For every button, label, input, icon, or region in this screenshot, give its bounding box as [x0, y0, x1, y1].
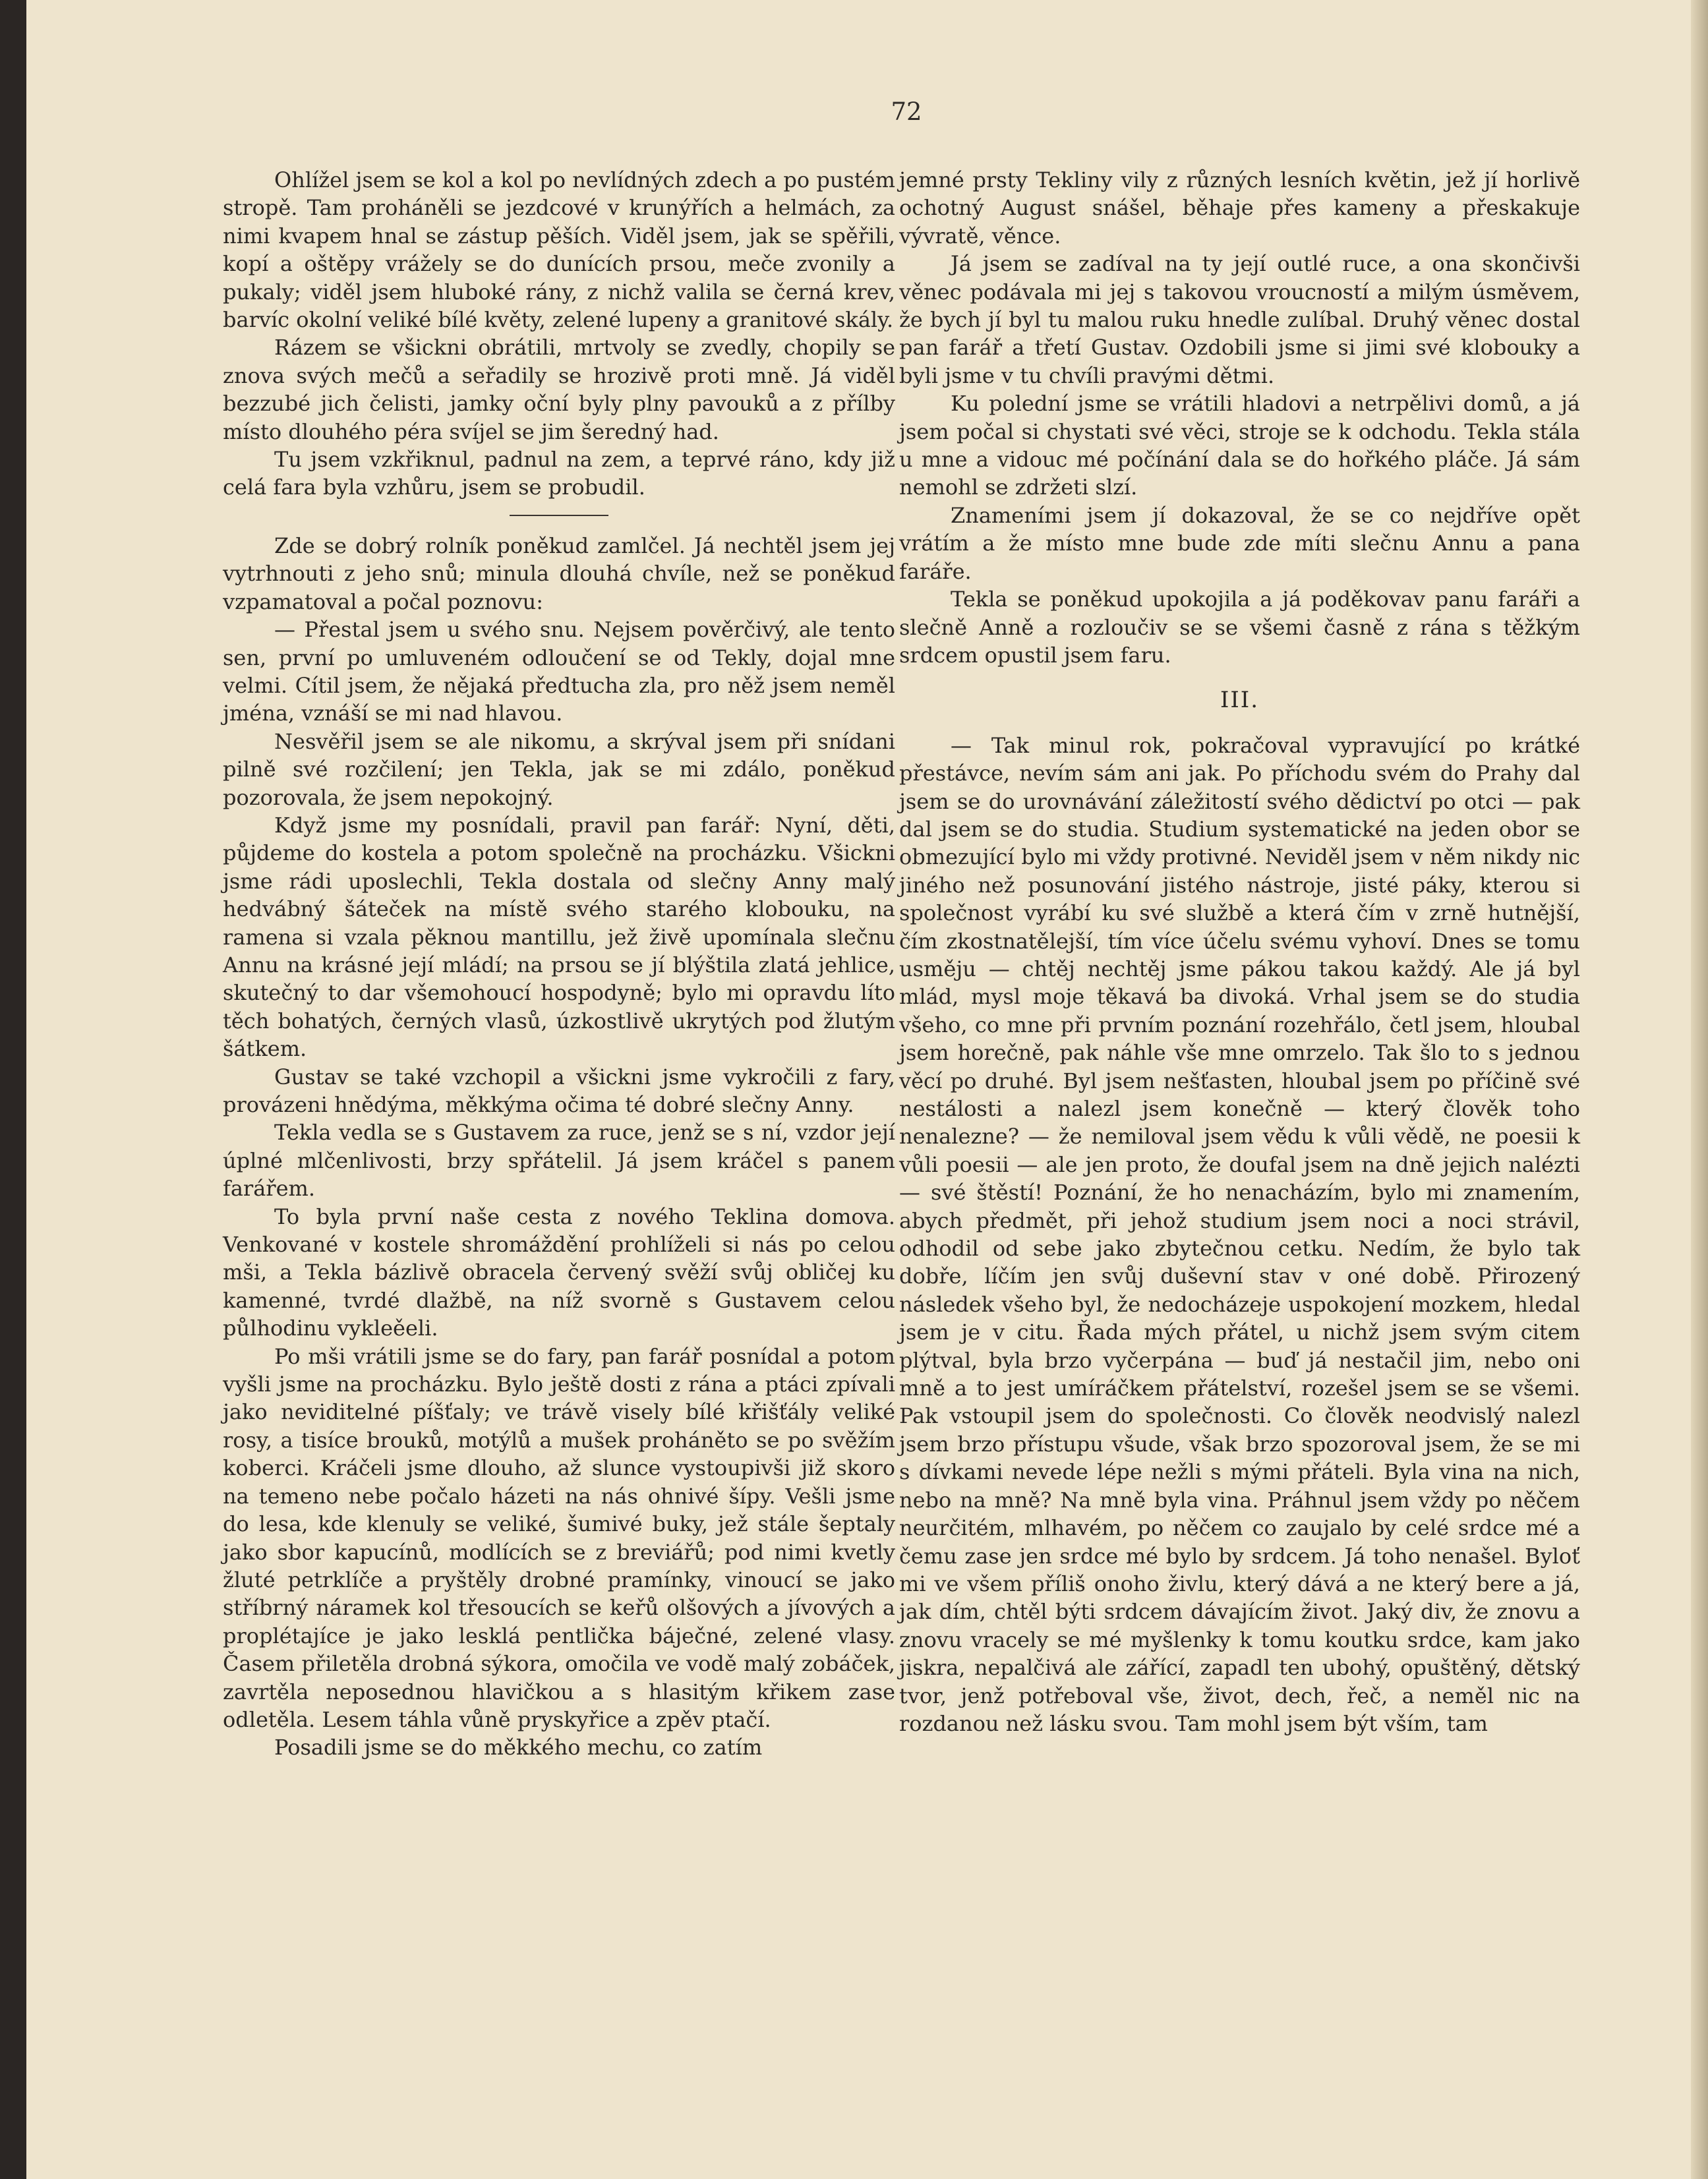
paragraph: Zde se dobrý rolník poněkud zamlčel. Já nechtěl jsem jej vytrhnouti z jeho snů; minula dlouhá chvíle, než se poněkud vzpamatoval a počal poznovu:	[223, 533, 895, 614]
paragraph: Ku polední jsme se vrátili hladovi a netrpělivi domů, a já jsem počal si chystati své věci, stroje se k odchodu. Tekla stála u mne a vidouc mé počínání dala se do hořkého pláče. Já sám nemohl se zdržeti slzí.	[899, 391, 1580, 500]
section-heading: III.	[1220, 687, 1260, 714]
paragraph: Tekla vedla se s Gustavem za ruce, jenž se s ní, vzdor její úplné mlčenlivosti, brzy spřátelil. Já jsem kráčel s panem farářem.	[223, 1120, 895, 1202]
paragraph: Rázem se všickni obrátili, mrtvoly se zvedly, chopily se znova svých mečů a seřadily se hrozivě proti mně. Já viděl bezzubé jich čelisti, jamky oční byly plny pavouků a z přílby místo dlouhého péra svíjel se jim šeredný had.	[223, 335, 895, 444]
paragraph: Posadili jsme se do měkkého mechu, co zatím	[274, 1735, 763, 1760]
paragraph: Ohlížel jsem se kol a kol po nevlídných zdech a po pustém stropě. Tam proháněli se jezdcové v krunýřích a helmách, za nimi kvapem hnal se zástup pěších. Viděl jsem, jak se spěřili, kopí a oštěpy vrážely se do dunících prsou, meče zvonily a pukaly; viděl jsem hluboké rány, z nichž valila se černá krev, barvíc okolní veliké bílé květy, zelené lupeny a granitové skály.	[223, 167, 895, 333]
paragraph: — Tak minul rok, pokračoval vypravující po krátké přestávce, nevím sám ani jak. Po příchodu svém do Prahy dal jsem se do urovnávání záležitostí svého dědictví po otci — pak dal jsem se do studia. Studium systematické na jeden obor se obmezující bylo mi vždy protivné. Neviděl jsem v něm nikdy nic jiného než posunování jistého nástroje, jisté páky, kterou si společnost vyrábí ku své službě a která čím v zrně hutnější, čím zkostnatělejší, tím více účelu svému vyhoví. Dnes se tomu usměju — chtěj nechtěj jsme pákou takou každý. Ale já byl mlád, mysl moje těkavá ba divoká. Vrhal jsem se do studia všeho, co mne při prvním poznání rozehřálo, četl jsem, hloubal jsem horečně, pak náhle vše mne omrzelo. Tak šlo to s jednou věcí po druhé. Byl jsem nešťasten, hloubal jsem po příčině své nestálosti a nalezl jsem konečně — který člověk toho nenalezne? — že nemiloval jsem vědu k vůli vědě, ne poesii k vůli poesii — ale jen proto, že doufal jsem na dně jejich nalézti — své štěstí! Poznání, že ho nenacházím, bylo mi znamením, abych předmět, při jehož studium jsem noci a noci strávil, odhodil od sebe jako zbytečnou cetku. Nedím, že bylo tak dobře, líčím jen svůj duševní stav v oné době. Přirozený následek všeho byl, že nedocházeje uspokojení mozkem, hledal jsem je v citu. Řada mých přátel, u nichž jsem svým citem plýtval, byla brzo vyčerpána — buď já nestačil jim, nebo oni mně a to jest umíráčkem přátelství, rozešel jsem se se všemi. Pak vstoupil jsem do společnosti. Co člověk neodvislý nalezl jsem brzo přístupu všude, však brzo spozoroval jsem, že se mi s dívkami nevede lépe nežli s mými přáteli. Byla vina na nich, nebo na mně? Na mně byla vina. Práhnul jsem vždy po něčem neurčitém, mlhavém, po něčem co zaujalo by celé srdce mé a čemu zase jen srdce mé bylo by srdcem. Já toho nenašel. Byloť mi ve všem příliš onoho živlu, který dává a ne který bere a já, jak dím, chtěl býti srdcem dávajícím život. Jaký div, že znovu a znovu vracely se mé myšlenky k tomu koutku srdce, kam jako jiskra, nepalčivá ale zářící, zapadl ten ubohý, opuštěný, dětský tvor, jenž potřeboval vše, život, dech, řeč, a neměl nic na rozdanou než lásku svou. Tam mohl jsem být vším, tam	[899, 732, 1580, 1736]
right-column	[899, 166, 1580, 1737]
left-column	[223, 166, 895, 1762]
paragraph: Gustav se také vzchopil a všickni jsme vykročili z fary, provázeni hnědýma, měkkýma očima té dobré slečny Anny.	[223, 1064, 895, 1117]
page-number: 72	[891, 98, 922, 126]
paragraph-continuation: jemné prsty Tekliny vily z různých lesních květin, jež jí horlivě ochotný August snášel, běhaje přes kameny a přeskakuje vývratě, věnce.	[899, 167, 1580, 248]
paragraph: — Přestal jsem u svého snu. Nejsem pověrčivý, ale tento sen, první po umluveném odloučení se od Tekly, dojal mne velmi. Cítil jsem, že nějaká předtucha zla, pro něž jsem neměl jména, vznáší se mi nad hlavou.	[223, 617, 895, 726]
paragraph: Nesvěřil jsem se ale nikomu, a skrýval jsem při snídani pilně své rozčilení; jen Tekla, jak se mi zdálo, poněkud pozorovala, že jsem nepokojný.	[223, 728, 895, 810]
page	[26, 0, 1708, 2179]
paragraph: To byla první naše cesta z nového Teklina domova. Venkované v kostele shromáždění prohlíželi si nás po celou mši, a Tekla bázlivě obracela červený svěží svůj obličej ku kamenné, tvrdé dlažbě, na níž svorně s Gustavem celou půlhodinu vykleěeli.	[223, 1204, 895, 1341]
paragraph: Já jsem se zadíval na ty její outlé ruce, a ona skončivši věnec podávala mi jej s takovou vroucností a milým úsměvem, že bych jí byl tu malou ruku hnedle zulíbal. Druhý věnec dostal pan farář a třetí Gustav. Ozdobili jsme si jimi své klobouky a byli jsme v tu chvíli pravými dětmi.	[899, 251, 1580, 388]
paragraph: Když jsme my posnídali, pravil pan farář: Nyní, děti, půjdeme do kostela a potom společně na procházku. Všickni jsme rádi uposlechli, Tekla dostala od slečny Anny malý hedvábný šáteček na místě svého starého klobouku, na ramena si vzala pěknou mantillu, jež živě upomínala slečnu Annu na krásné její mládí; na prsou se jí blýštila zlatá jehlice, skutečný to dar všemohoucí hospodyně; bylo mi opravdu líto těch bohatých, černých vlasů, úzkostlivě ukrytých pod žlutým šátkem.	[223, 812, 895, 1062]
page-edge	[1691, 0, 1708, 2179]
paragraph: Znameními jsem jí dokazoval, že se co nejdříve opět vrátím a že místo mne bude zde míti slečnu Annu a pana faráře.	[899, 502, 1580, 584]
paragraph: Po mši vrátili jsme se do fary, pan farář posnídal a potom vyšli jsme na procházku. Bylo ještě dosti z rána a ptáci zpívali jako neviditelné píšťaly; ve trávě visely bílé křišťály veliké rosy, a tisíce brouků, motýlů a mušek proháněto se po svěžím koberci. Kráčeli jsme dlouho, až slunce vystoupivši již skoro na temeno nebe počalo házeti na nás ohnivé šípy. Vešli jsme do lesa, kde klenuly se veliké, šumivé buky, jež stále šeptaly jako sbor kapucínů, modlících se z breviářů; pod nimi kvetly žluté petrklíče a pryštěly drobné pramínky, vinoucí se jako stříbrný náramek kol třesoucích se keřů olšových a jívových a proplétajíce je jako lesklá pentlička báječné, zelené vlasy. Časem přiletěla drobná sýkora, omočila ve vodě malý zobáček, zavrtěla neposednou hlavičkou a s hlasitým křikem zase odletěla. Lesem táhla vůně pryskyřice a zpěv ptačí.	[223, 1343, 895, 1732]
section-divider	[510, 515, 608, 516]
paragraph: Tekla se poněkud upokojila a já poděkovav panu faráři a slečně Anně a rozloučiv se se všemi časně z rána s těžkým srdcem opustil jsem faru.	[899, 587, 1580, 668]
paragraph: Tu jsem vzkřiknul, padnul na zem, a teprvé ráno, kdy již celá fara byla vzhůru, jsem se probudil.	[223, 447, 895, 500]
